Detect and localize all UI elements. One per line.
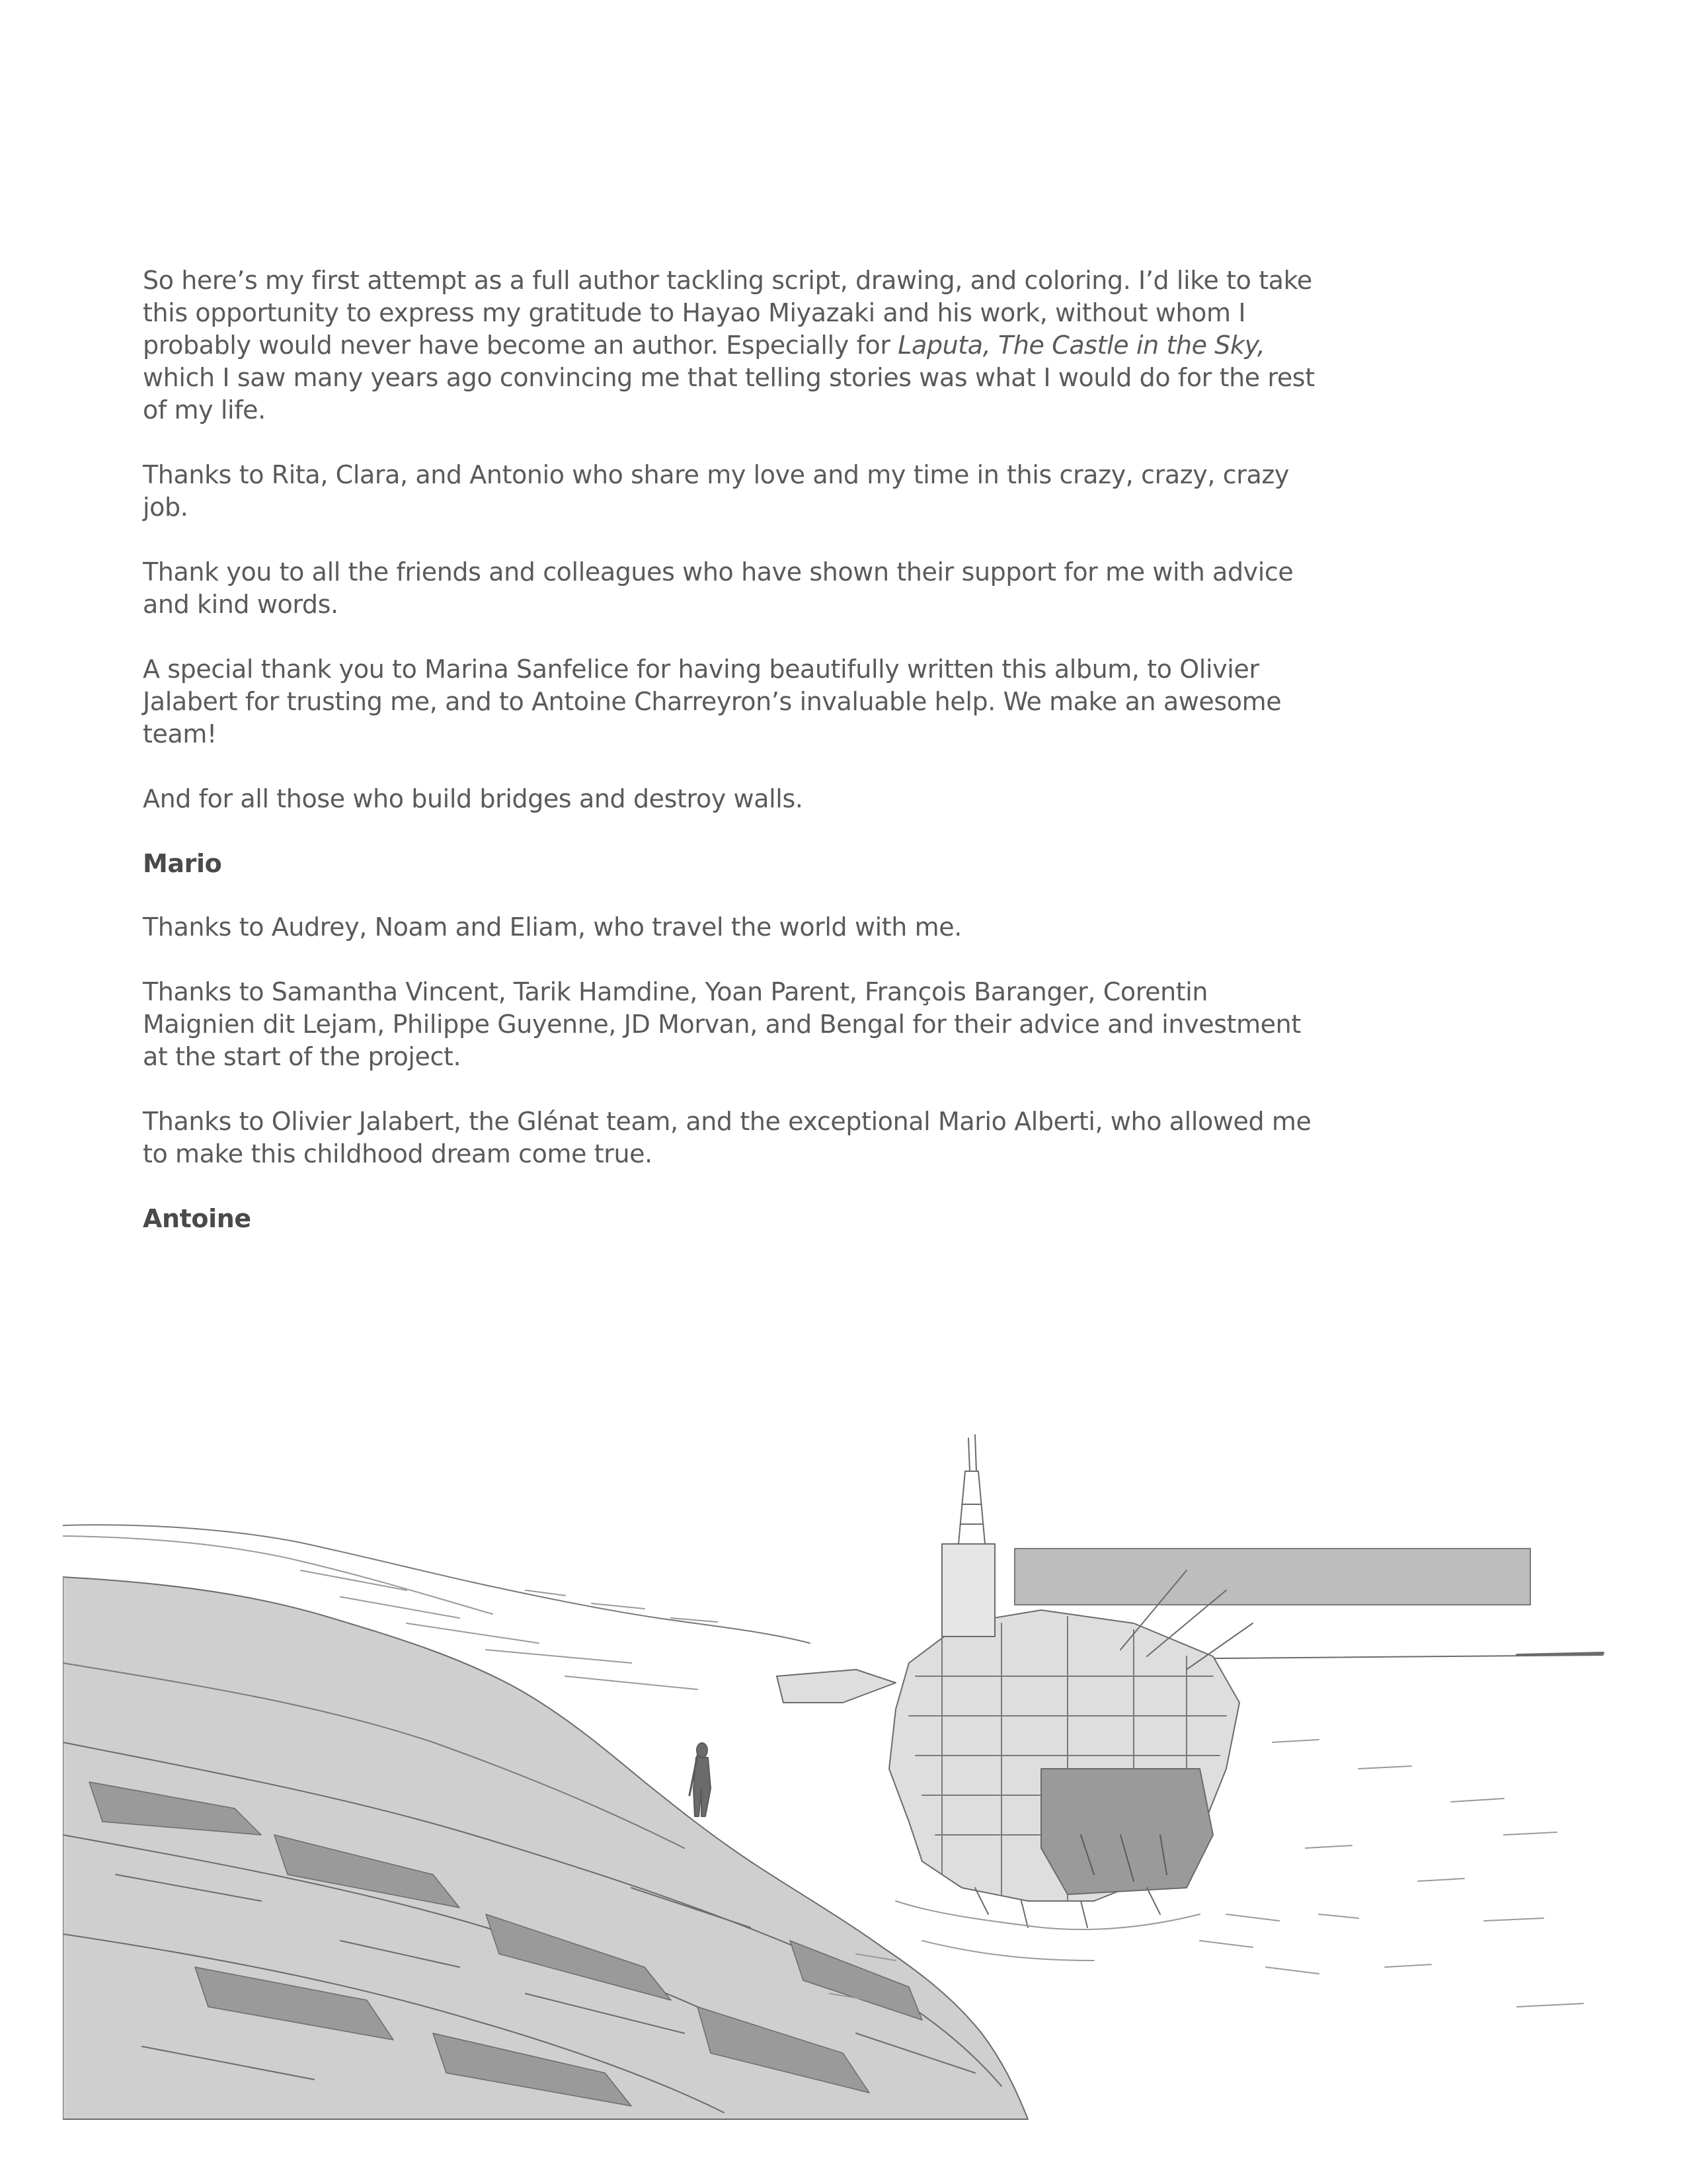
antoine-paragraph-3: Thanks to Olivier Jalabert, the Glénat team, and the exceptional Mario Alberti, who allowed me to make this childhood dream come true.: [143, 1107, 1312, 1168]
mario-paragraph-3: Thank you to all the friends and colleagues who have shown their support for me with advice and kind words.: [143, 557, 1294, 619]
mario-acknowledgments: [143, 264, 1319, 880]
walking-figure: [689, 1743, 711, 1816]
laputa-title: Laputa, The Castle in the Sky,: [898, 331, 1265, 360]
antoine-paragraph-1: Thanks to Audrey, Noam and Eliam, who travel the world with me.: [143, 912, 962, 942]
mario-paragraph-2: Thanks to Rita, Clara, and Antonio who share my love and my time in this crazy, crazy, crazy job.: [143, 460, 1289, 522]
abandoned-oil-rig: [777, 1435, 1253, 1927]
coastal-oil-rig-illustration: [63, 1372, 1610, 2139]
mario-paragraph-4: A special thank you to Marina Sanfelice for having beautifully written this album, to Olivier Jalabert for trusting me, and to Antoine Charreyron’s invaluable help. We make an awesome team!: [143, 655, 1282, 748]
antoine-paragraph-2: Thanks to Samantha Vincent, Tarik Hamdine, Yoan Parent, François Baranger, Corentin Maignien dit Lejam, Philippe Guyenne, JD Morvan, and Bengal for their advice and investment at the start of the project.: [143, 977, 1301, 1071]
mario-signature: Mario: [143, 849, 222, 878]
mario-paragraph-1: [143, 264, 1319, 426]
mario-paragraph-5: And for all those who build bridges and destroy walls.: [143, 784, 803, 813]
distant-sea-band: [1015, 1549, 1530, 1605]
mario-paragraph-1-start: So here’s my first attempt as a full author tackling script, drawing, and coloring. I’d like to take this opportunity to express my gratitude to Hayao Miyazaki and his work, without whom I probably would never have become an author. Especially for: [143, 266, 1312, 360]
antoine-signature: Antoine: [143, 1204, 251, 1233]
mario-paragraph-1-end: which I saw many years ago convincing me that telling stories was what I would do for the rest of my life.: [143, 363, 1315, 425]
antoine-acknowledgments: [143, 911, 1319, 1235]
rocky-cliff: [63, 1577, 1028, 2119]
